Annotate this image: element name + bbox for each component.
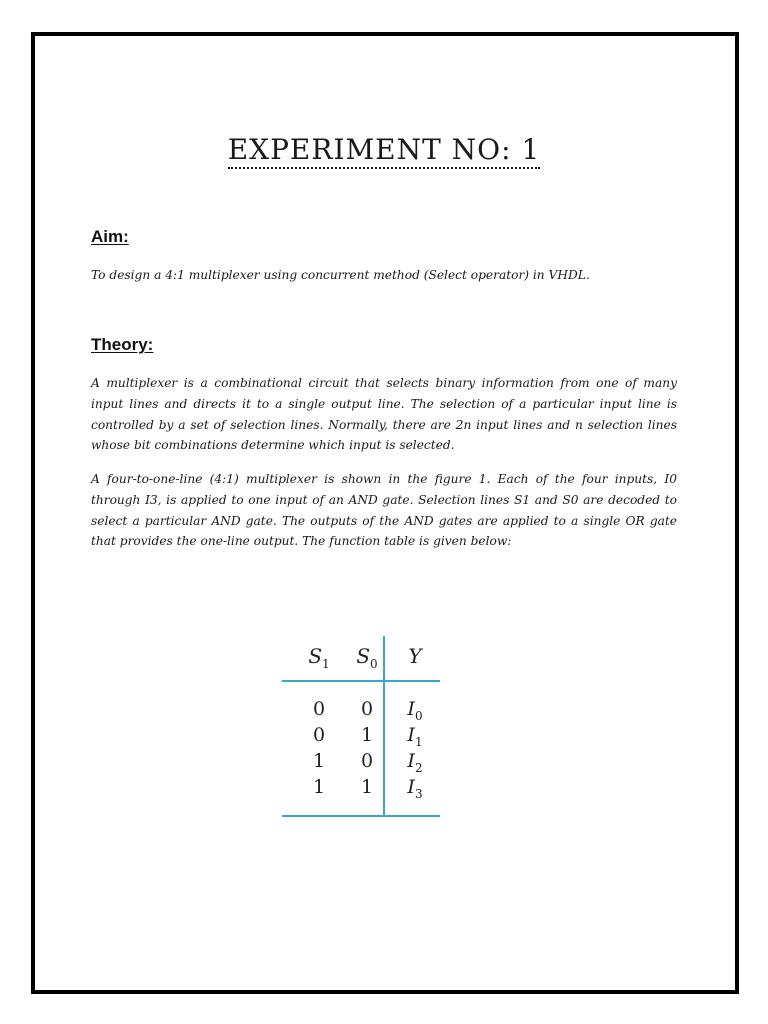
header-s0: $S_0$ — [356, 644, 378, 671]
table-cell-s0: 1 — [360, 724, 374, 746]
header-s1: $S_1$ — [308, 644, 330, 671]
header-y: Y — [408, 644, 422, 668]
table-cell-y: $I_1$ — [407, 724, 423, 749]
theory-heading: Theory: — [91, 335, 154, 354]
table-vertical-rule — [383, 636, 385, 817]
page-title — [0, 133, 768, 169]
table-cell-s1: 1 — [312, 750, 326, 772]
table-cell-y: $I_0$ — [407, 698, 423, 723]
table-header-rule — [282, 680, 440, 682]
theory-paragraph-2: A four-to-one-line (4:1) multiplexer is shown in the figure 1. Each of the four inputs, I0 through I3, is applied to one input of an AND gate. Selection lines S1 and S0 are decoded to select a particular AND gate. The outputs of the AND gates are applied to a single OR gate that provides the one-line output. The function table is given below: — [91, 472, 677, 549]
table-cell-s0: 0 — [360, 698, 374, 720]
title-text: EXPERIMENT NO: 1 — [228, 133, 541, 169]
table-cell-s0: 1 — [360, 776, 374, 798]
table-cell-s1: 1 — [312, 776, 326, 798]
table-cell-s1: 0 — [312, 698, 326, 720]
theory-paragraph-1: A multiplexer is a combinational circuit that selects binary information from one of many input lines and directs it to a single output line. The selection of a particular input line is controlled by a set of selection lines. Normally, there are 2n input lines and n selection lines whose bit combinations determine which input is selected. — [91, 376, 677, 453]
table-cell-s0: 0 — [360, 750, 374, 772]
table-cell-y: $I_2$ — [407, 750, 423, 775]
table-cell-y: $I_3$ — [407, 776, 423, 801]
table-bottom-rule — [282, 815, 440, 817]
function-table — [282, 636, 442, 820]
aim-text: To design a 4:1 multiplexer using concurrent method (Select operator) in VHDL. — [91, 268, 590, 282]
table-cell-s1: 0 — [312, 724, 326, 746]
aim-heading: Aim: — [91, 227, 129, 246]
